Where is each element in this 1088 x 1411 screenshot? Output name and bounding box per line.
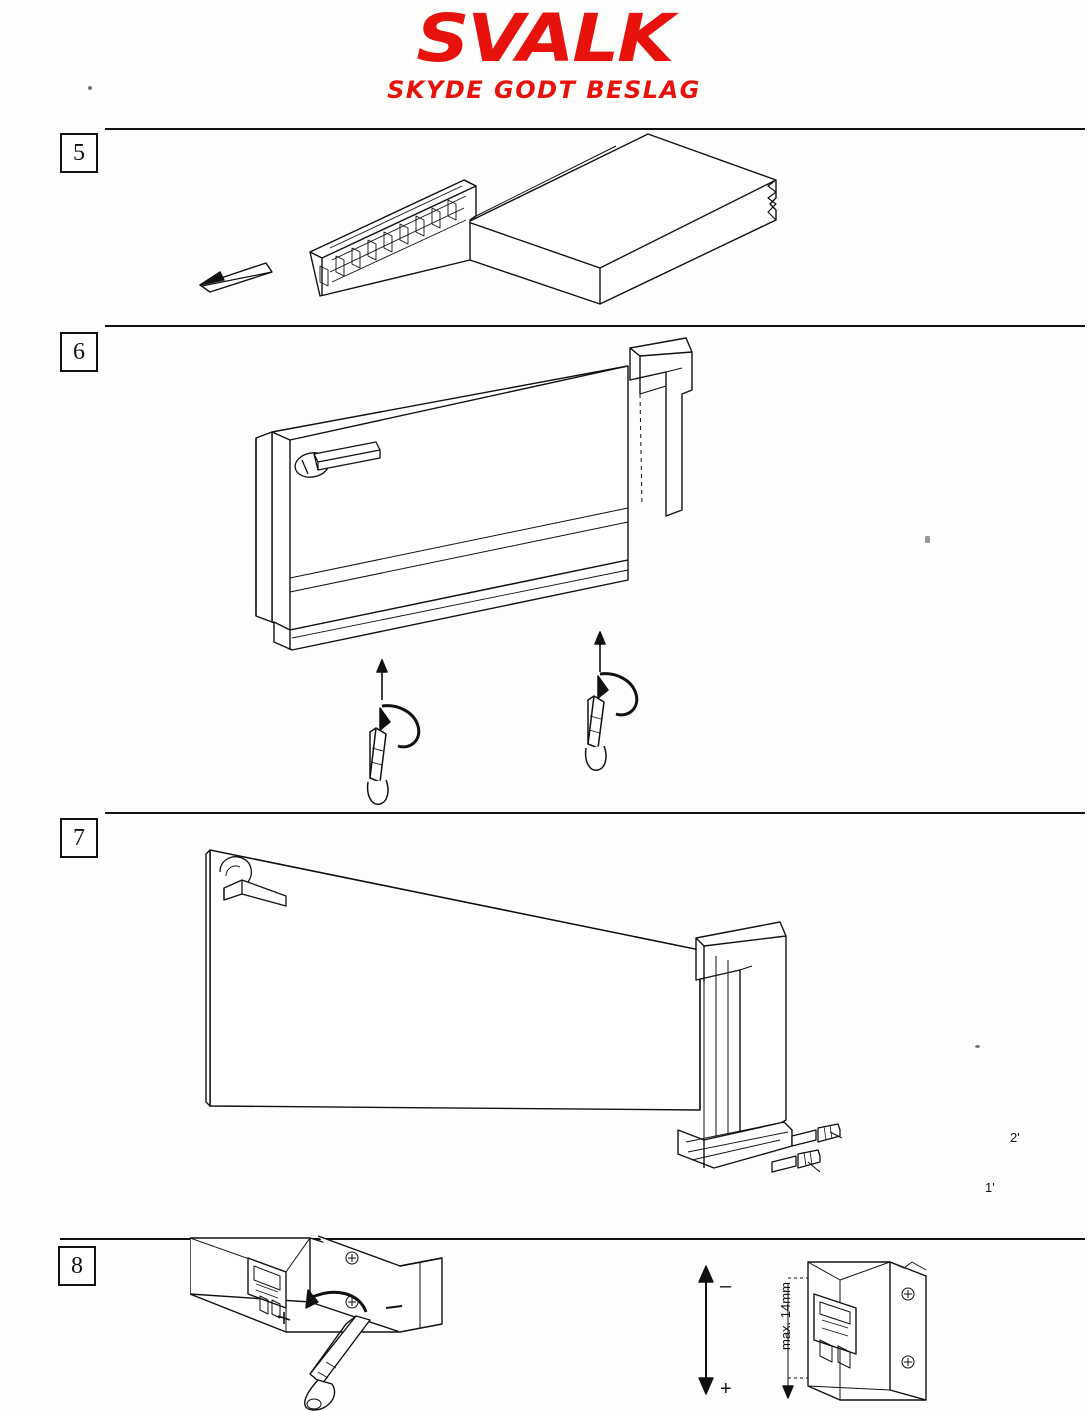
scan-artifact-mark xyxy=(925,536,930,543)
brand-logo-text: SVALK xyxy=(416,0,672,77)
step-8-illustration-right xyxy=(690,1258,1020,1408)
step-7-number: 7 xyxy=(60,818,98,858)
scan-artifact-dot-2 xyxy=(975,1045,980,1048)
step-7-callout-1-label: 1' xyxy=(985,1180,995,1195)
step-5-number: 5 xyxy=(60,133,98,173)
step-7-illustration xyxy=(180,810,880,1210)
brand-logo xyxy=(0,0,1088,104)
step-6-rule xyxy=(105,325,1085,327)
step-6-number: 6 xyxy=(60,332,98,372)
step-8-dimension-label: max. 14mm xyxy=(778,1282,793,1350)
step-5-illustration xyxy=(180,120,820,320)
step-8-minus-sign: – xyxy=(720,1275,732,1297)
step-6-illustration xyxy=(230,330,750,810)
brand-tagline: SKYDE GODT BESLAG xyxy=(387,76,701,104)
scan-artifact-dot xyxy=(88,86,92,90)
step-7-callout-2-label: 2' xyxy=(1010,1130,1020,1145)
step-8-plus-sign: + xyxy=(720,1378,732,1400)
step-8-illustration-left xyxy=(190,1232,530,1411)
step-8-number: 8 xyxy=(58,1246,96,1286)
